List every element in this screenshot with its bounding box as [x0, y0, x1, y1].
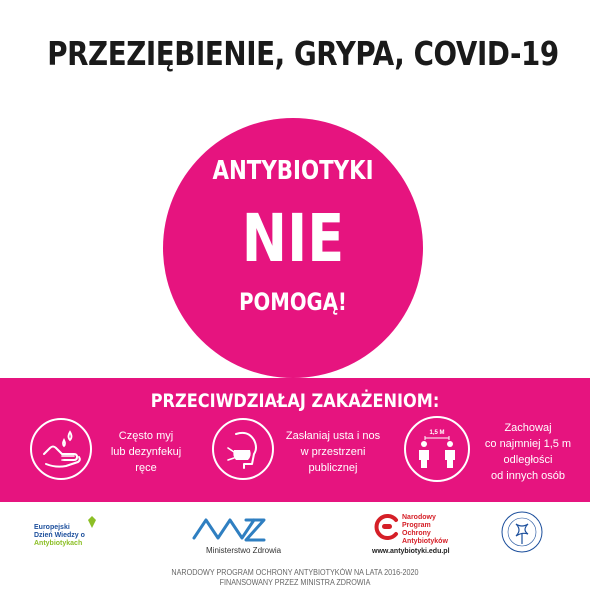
circle-line-will-help: POMOGĄ!	[239, 288, 347, 316]
tip-social-distance-text: Zachowaj co najmniej 1,5 m odległości od innych osób	[484, 422, 572, 482]
npoa-logo: Narodowy Program Ochrony Antybiotyków	[372, 512, 452, 548]
tip-face-mask	[212, 418, 392, 498]
social-distance-icon	[404, 416, 470, 482]
funding-footnote: NARODOWY PROGRAM OCHRONY ANTYBIOTYKÓW NA LATA 2016-2020 FINANSOWANY PRZEZ MINISTRA ZDROWIA	[171, 568, 419, 587]
tip-social-distance	[404, 418, 584, 498]
edwa-logo: Europejski Dzień Wiedzy o Antybiotykach	[32, 516, 102, 550]
institute-seal-logo	[500, 510, 544, 554]
mz-label: Ministerstwo Zdrowia	[206, 546, 282, 555]
tip-face-mask-text: Zasłaniaj usta i nos w przestrzeni publicznej	[285, 430, 381, 474]
circle-line-no: NIE	[241, 200, 345, 277]
warning-circle	[163, 118, 423, 378]
tip-hand-wash-text: Często myj lub dezynfekuj ręce	[110, 430, 182, 474]
distance-label: 1,5 M	[429, 430, 445, 436]
face-mask-icon	[212, 418, 274, 480]
prevention-band	[0, 378, 590, 502]
prevention-title: PRZECIWDZIAŁAJ ZAKAŻENIOM:	[150, 390, 440, 412]
circle-line-antibiotics: ANTYBIOTYKI	[212, 156, 374, 186]
mz-logo	[190, 512, 280, 546]
tip-hand-wash	[30, 418, 200, 498]
hand-wash-icon	[30, 418, 92, 480]
footer	[0, 502, 590, 590]
poster-title: PRZEZIĘBIENIE, GRYPA, COVID-19	[47, 34, 559, 73]
npoa-url-link[interactable]: www.antybiotyki.edu.pl	[372, 548, 450, 555]
